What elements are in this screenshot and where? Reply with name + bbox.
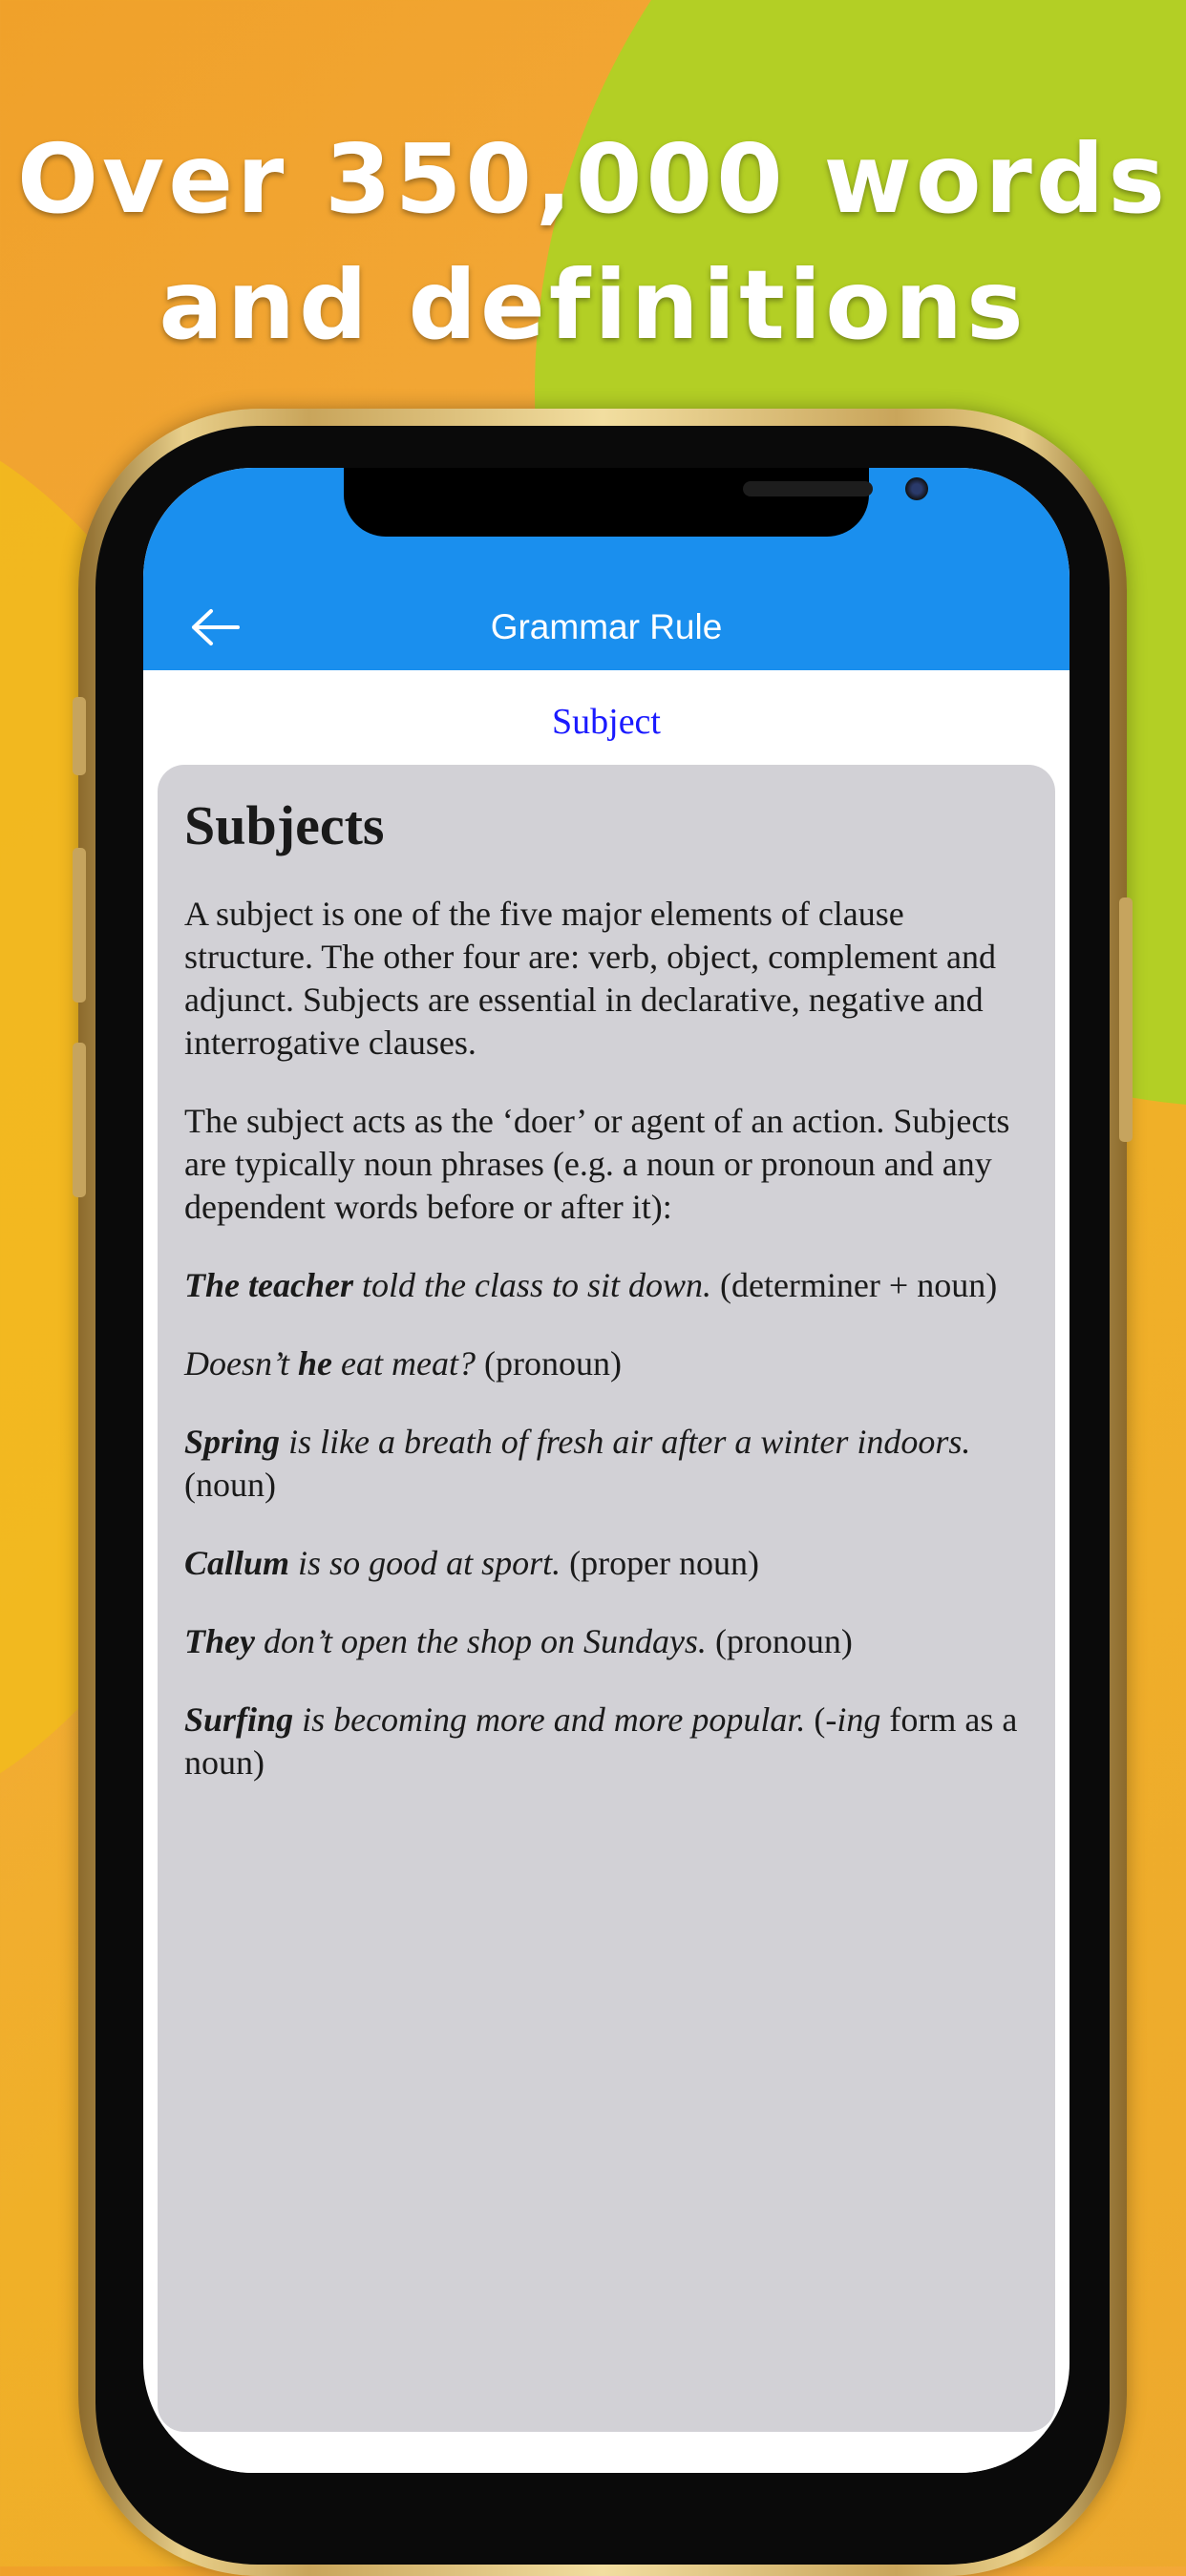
page-title: Grammar Rule	[490, 607, 723, 646]
example-prefix: Doesn’t	[184, 1344, 298, 1383]
example-predicate: is like a breath of fresh air after a winter indoors.	[280, 1423, 971, 1461]
example-predicate: told the class to sit down.	[352, 1266, 711, 1304]
example-note-italic: ing	[837, 1700, 881, 1739]
example-subject: Spring	[184, 1423, 281, 1461]
example-sentence	[184, 1699, 1034, 1784]
example-note: (noun)	[184, 1466, 276, 1504]
front-camera	[905, 477, 928, 500]
example-subject: They	[184, 1622, 255, 1660]
example-predicate: is becoming more and more popular.	[293, 1700, 806, 1739]
article-paragraph: A subject is one of the five major elements of clause structure. The other four are: verb, object, complement and adjunct. Subjects are essential in declarative, negative and interrogative clauses.	[184, 895, 997, 1062]
article-heading: Subjects	[184, 794, 385, 856]
article-paragraph: The subject acts as the ‘doer’ or agent of an action. Subjects are typically noun phrases (e.g. a noun or pronoun and any dependent words before or after it):	[184, 1102, 1010, 1226]
example-subject: he	[298, 1344, 332, 1383]
phone-power-button	[1119, 897, 1133, 1142]
example-predicate: is so good at sport.	[289, 1544, 561, 1582]
example-predicate: eat meat?	[332, 1344, 476, 1383]
example-note-open: (-	[805, 1700, 837, 1739]
example-sentence	[184, 1542, 1034, 1585]
example-note: (determiner + noun)	[710, 1266, 998, 1304]
example-sentence	[184, 1342, 1034, 1385]
promo-headline: Over 350,000 words and definitions	[17, 123, 1169, 361]
example-sentence	[184, 1421, 1034, 1507]
phone-volume-down	[73, 1043, 86, 1197]
speaker-grille	[743, 481, 873, 496]
topic-link[interactable]: Subject	[552, 702, 661, 742]
example-sentence	[184, 1620, 1034, 1663]
article-content	[184, 792, 1034, 1820]
example-subject: The teacher	[184, 1266, 353, 1304]
phone-mute-switch	[73, 697, 86, 775]
article-card	[158, 765, 1055, 2432]
example-subject: Callum	[184, 1544, 290, 1582]
phone-volume-up	[73, 848, 86, 1003]
example-note: (pronoun)	[706, 1622, 853, 1660]
bottom-safe-area	[143, 2433, 1070, 2473]
example-predicate: don’t open the shop on Sundays.	[254, 1622, 707, 1660]
phone-screen	[143, 468, 1070, 2473]
example-sentence	[184, 1264, 1034, 1307]
example-subject: Surfing	[184, 1700, 294, 1739]
example-note-close: form as a noun)	[184, 1700, 1018, 1782]
example-note: (pronoun)	[475, 1344, 622, 1383]
example-note: (proper noun)	[561, 1544, 760, 1582]
phone-notch	[344, 468, 869, 537]
